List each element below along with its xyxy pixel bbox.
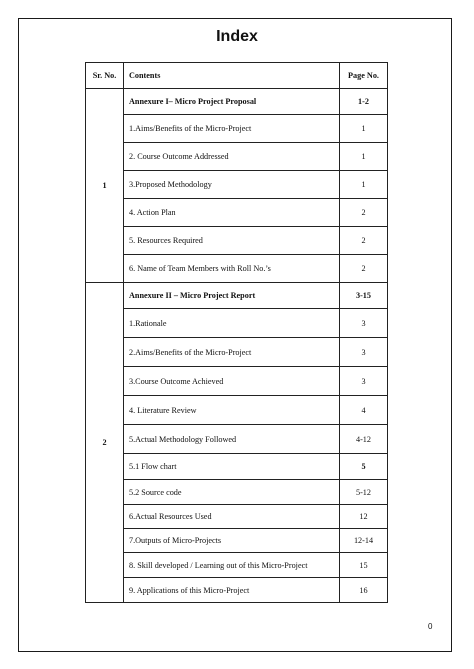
page-number-cell: 1 (340, 171, 388, 199)
content-cell: 1.Rationale (124, 309, 340, 338)
page-number-cell: 5-12 (340, 480, 388, 505)
page-number-cell: 3 (340, 367, 388, 396)
content-cell: 1.Aims/Benefits of the Micro-Project (124, 115, 340, 143)
page-number-cell: 2 (340, 227, 388, 255)
table-row (86, 505, 388, 529)
page-number-cell: 15 (340, 553, 388, 578)
page-number-cell: 12 (340, 505, 388, 529)
table-row (86, 227, 388, 255)
content-cell: 5.1 Flow chart (124, 454, 340, 480)
table-row (86, 143, 388, 171)
content-cell: 5.Actual Methodology Followed (124, 425, 340, 454)
content-cell: 7.Outputs of Micro-Projects (124, 529, 340, 553)
content-cell: 3.Proposed Methodology (124, 171, 340, 199)
content-cell: 3.Course Outcome Achieved (124, 367, 340, 396)
content-cell: 9. Applications of this Micro-Project (124, 578, 340, 603)
table-row (86, 425, 388, 454)
section-sr-no: 1 (86, 89, 124, 283)
table-row (86, 255, 388, 283)
content-cell: 4. Literature Review (124, 396, 340, 425)
page-number-cell: 1-2 (340, 89, 388, 115)
page-number-cell: 12-14 (340, 529, 388, 553)
page-number-cell: 2 (340, 255, 388, 283)
page-number-cell: 3 (340, 309, 388, 338)
header-contents: Contents (124, 63, 340, 89)
section-heading: Annexure I– Micro Project Proposal (124, 89, 340, 115)
table-body (86, 89, 388, 603)
page-number: 0 (428, 622, 433, 631)
header-sr-no: Sr. No. (86, 63, 124, 89)
page-number-cell: 2 (340, 199, 388, 227)
content-cell: 2. Course Outcome Addressed (124, 143, 340, 171)
table-row (86, 367, 388, 396)
table-row (86, 396, 388, 425)
table-row (86, 480, 388, 505)
page-number-cell: 4 (340, 396, 388, 425)
table-row (86, 171, 388, 199)
table-row (86, 283, 388, 309)
content-cell: 4. Action Plan (124, 199, 340, 227)
content-cell: 5.2 Source code (124, 480, 340, 505)
page-number-cell: 5 (340, 454, 388, 480)
header-page-no: Page No. (340, 63, 388, 89)
header-row (86, 63, 388, 89)
content-cell: 6.Actual Resources Used (124, 505, 340, 529)
table-row (86, 529, 388, 553)
table-row (86, 553, 388, 578)
table-row (86, 199, 388, 227)
content-cell: 5. Resources Required (124, 227, 340, 255)
page-title: Index (216, 28, 258, 45)
index-table (85, 62, 388, 603)
content-cell: 2.Aims/Benefits of the Micro-Project (124, 338, 340, 367)
page-number-cell: 3 (340, 338, 388, 367)
table-row (86, 578, 388, 603)
table-row (86, 115, 388, 143)
page-number-cell: 1 (340, 143, 388, 171)
table-row (86, 454, 388, 480)
table-row (86, 338, 388, 367)
table-row (86, 309, 388, 338)
page-number-cell: 4-12 (340, 425, 388, 454)
section-sr-no: 2 (86, 283, 124, 603)
content-cell: 8. Skill developed / Learning out of this Micro-Project (124, 553, 340, 578)
content-cell: 6. Name of Team Members with Roll No.’s (124, 255, 340, 283)
page-number-cell: 3-15 (340, 283, 388, 309)
section-heading: Annexure II – Micro Project Report (124, 283, 340, 309)
page-number-cell: 1 (340, 115, 388, 143)
page-number-cell: 16 (340, 578, 388, 603)
table-row (86, 89, 388, 115)
